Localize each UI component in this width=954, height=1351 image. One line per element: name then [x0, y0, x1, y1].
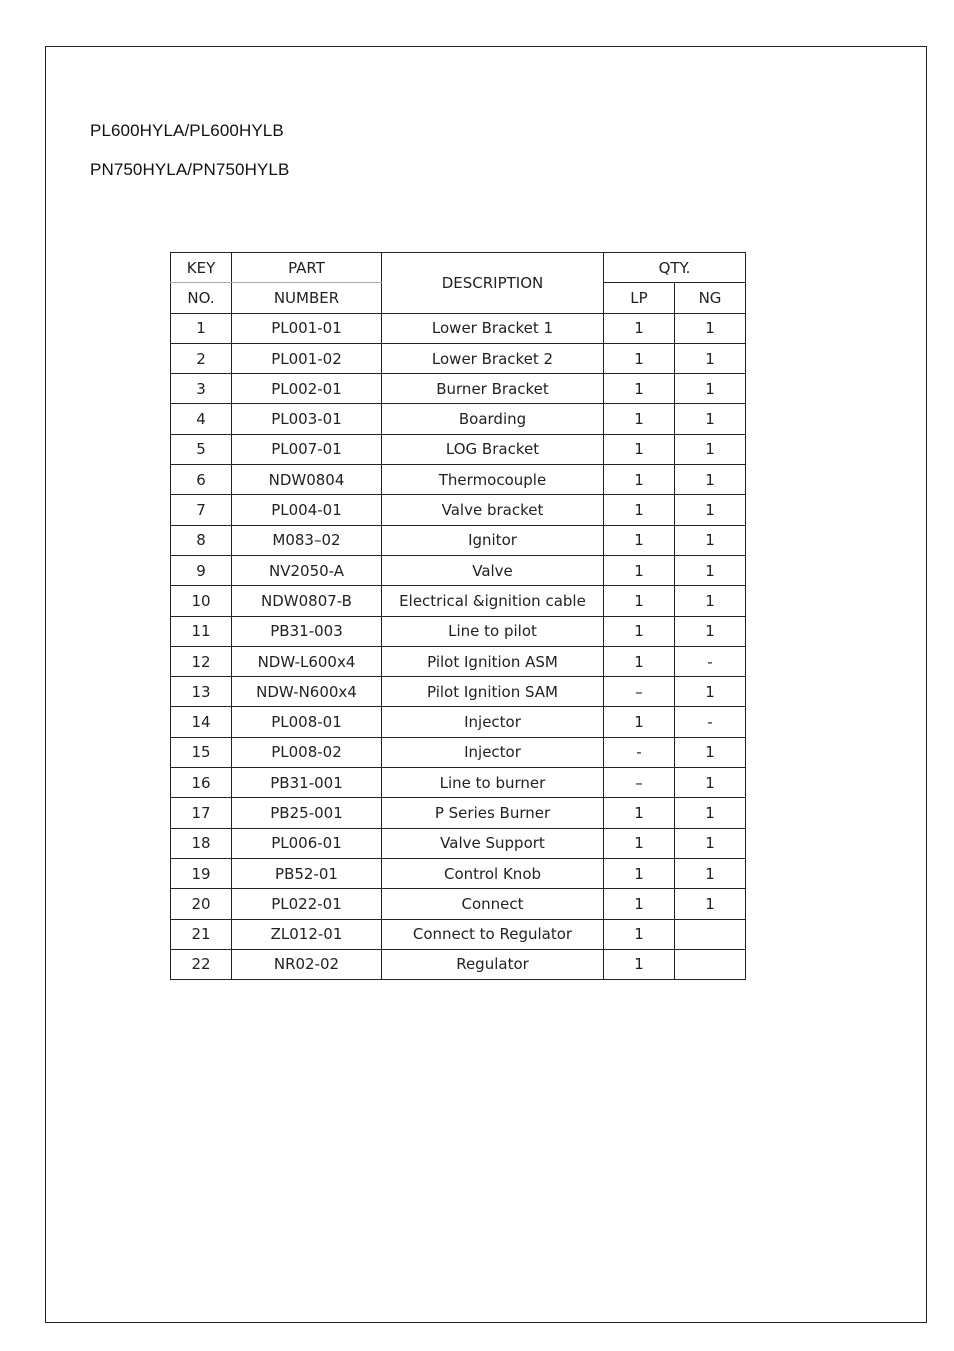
header-description: DESCRIPTION [382, 253, 604, 314]
cell-description: Electrical &ignition cable [382, 586, 604, 616]
header-lp: LP [604, 283, 675, 313]
cell-part-number: M083–02 [232, 525, 382, 555]
header-part-top: PART [232, 253, 382, 283]
cell-qty-lp: 1 [604, 434, 675, 464]
cell-part-number: PL001-02 [232, 343, 382, 373]
cell-qty-ng [675, 949, 746, 979]
table-row [171, 858, 746, 888]
table-row [171, 707, 746, 737]
cell-part-number: PB31-003 [232, 616, 382, 646]
cell-key-no: 14 [171, 707, 232, 737]
cell-part-number: PB52-01 [232, 858, 382, 888]
cell-part-number: PB31-001 [232, 768, 382, 798]
cell-qty-lp: 1 [604, 828, 675, 858]
table-row [171, 404, 746, 434]
cell-key-no: 1 [171, 313, 232, 343]
cell-description: Thermocouple [382, 465, 604, 495]
cell-qty-lp: 1 [604, 555, 675, 585]
cell-qty-lp: 1 [604, 949, 675, 979]
cell-qty-ng: 1 [675, 737, 746, 767]
cell-description: Boarding [382, 404, 604, 434]
table-row [171, 465, 746, 495]
cell-qty-ng: 1 [675, 374, 746, 404]
cell-key-no: 6 [171, 465, 232, 495]
cell-key-no: 8 [171, 525, 232, 555]
cell-description: Ignitor [382, 525, 604, 555]
cell-description: Line to pilot [382, 616, 604, 646]
cell-qty-ng: 1 [675, 828, 746, 858]
cell-part-number: ZL012-01 [232, 919, 382, 949]
cell-qty-ng: - [675, 646, 746, 676]
cell-qty-lp: 1 [604, 858, 675, 888]
cell-description: Pilot Ignition ASM [382, 646, 604, 676]
cell-description: P Series Burner [382, 798, 604, 828]
table-row [171, 828, 746, 858]
cell-qty-lp: 1 [604, 525, 675, 555]
cell-key-no: 12 [171, 646, 232, 676]
cell-description: Control Knob [382, 858, 604, 888]
table-row [171, 525, 746, 555]
table-row [171, 798, 746, 828]
cell-qty-lp: - [604, 737, 675, 767]
cell-qty-ng: 1 [675, 677, 746, 707]
cell-qty-ng: 1 [675, 404, 746, 434]
header-part-bottom: NUMBER [232, 283, 382, 313]
cell-key-no: 22 [171, 949, 232, 979]
table-row [171, 495, 746, 525]
cell-key-no: 17 [171, 798, 232, 828]
cell-qty-lp: 1 [604, 889, 675, 919]
cell-qty-lp: – [604, 768, 675, 798]
header-key-bottom: NO. [171, 283, 232, 313]
parts-table-body [171, 313, 746, 980]
cell-part-number: NV2050-A [232, 555, 382, 585]
cell-key-no: 9 [171, 555, 232, 585]
cell-qty-ng: 1 [675, 465, 746, 495]
cell-key-no: 20 [171, 889, 232, 919]
model-number-1: PL600HYLA/PL600HYLB [90, 121, 284, 140]
cell-qty-lp: 1 [604, 343, 675, 373]
cell-description: Valve Support [382, 828, 604, 858]
cell-qty-ng: 1 [675, 343, 746, 373]
cell-qty-lp: 1 [604, 919, 675, 949]
cell-key-no: 15 [171, 737, 232, 767]
cell-part-number: PL008-01 [232, 707, 382, 737]
table-row [171, 616, 746, 646]
cell-key-no: 5 [171, 434, 232, 464]
cell-key-no: 4 [171, 404, 232, 434]
cell-qty-lp: – [604, 677, 675, 707]
cell-description: Valve [382, 555, 604, 585]
cell-part-number: NDW0804 [232, 465, 382, 495]
cell-qty-lp: 1 [604, 313, 675, 343]
cell-part-number: NR02-02 [232, 949, 382, 979]
cell-description: Lower Bracket 1 [382, 313, 604, 343]
cell-part-number: PL003-01 [232, 404, 382, 434]
cell-key-no: 3 [171, 374, 232, 404]
table-row [171, 949, 746, 979]
cell-key-no: 7 [171, 495, 232, 525]
cell-qty-ng [675, 919, 746, 949]
cell-key-no: 21 [171, 919, 232, 949]
cell-part-number: NDW-L600x4 [232, 646, 382, 676]
table-row [171, 343, 746, 373]
cell-part-number: PL001-01 [232, 313, 382, 343]
cell-part-number: PL008-02 [232, 737, 382, 767]
cell-key-no: 10 [171, 586, 232, 616]
table-row [171, 313, 746, 343]
cell-part-number: NDW0807-B [232, 586, 382, 616]
cell-key-no: 18 [171, 828, 232, 858]
cell-qty-ng: 1 [675, 616, 746, 646]
cell-qty-ng: 1 [675, 586, 746, 616]
cell-key-no: 13 [171, 677, 232, 707]
cell-key-no: 2 [171, 343, 232, 373]
cell-qty-ng: 1 [675, 495, 746, 525]
cell-qty-lp: 1 [604, 374, 675, 404]
cell-qty-ng: 1 [675, 555, 746, 585]
cell-qty-ng: 1 [675, 313, 746, 343]
table-row [171, 555, 746, 585]
cell-qty-ng: 1 [675, 768, 746, 798]
table-row [171, 768, 746, 798]
cell-description: Connect to Regulator [382, 919, 604, 949]
cell-part-number: PL002-01 [232, 374, 382, 404]
cell-qty-lp: 1 [604, 616, 675, 646]
header-qty: QTY. [604, 253, 746, 283]
cell-description: Pilot Ignition SAM [382, 677, 604, 707]
cell-qty-ng: 1 [675, 858, 746, 888]
cell-qty-lp: 1 [604, 495, 675, 525]
cell-part-number: PL007-01 [232, 434, 382, 464]
cell-qty-ng: - [675, 707, 746, 737]
cell-description: Regulator [382, 949, 604, 979]
parts-table-header [171, 253, 746, 314]
cell-description: Valve bracket [382, 495, 604, 525]
table-row [171, 889, 746, 919]
table-row [171, 586, 746, 616]
cell-part-number: PL004-01 [232, 495, 382, 525]
cell-description: Injector [382, 707, 604, 737]
cell-description: LOG Bracket [382, 434, 604, 464]
cell-qty-lp: 1 [604, 646, 675, 676]
cell-qty-lp: 1 [604, 707, 675, 737]
cell-part-number: NDW-N600x4 [232, 677, 382, 707]
cell-qty-ng: 1 [675, 889, 746, 919]
table-row [171, 434, 746, 464]
model-number-2: PN750HYLA/PN750HYLB [90, 160, 290, 179]
header-ng: NG [675, 283, 746, 313]
cell-description: Injector [382, 737, 604, 767]
cell-part-number: PL022-01 [232, 889, 382, 919]
cell-description: Line to burner [382, 768, 604, 798]
cell-description: Connect [382, 889, 604, 919]
cell-description: Lower Bracket 2 [382, 343, 604, 373]
cell-qty-lp: 1 [604, 798, 675, 828]
table-row [171, 919, 746, 949]
header-key-top: KEY [171, 253, 232, 283]
cell-qty-ng: 1 [675, 525, 746, 555]
table-row [171, 677, 746, 707]
parts-table [170, 252, 746, 980]
cell-key-no: 19 [171, 858, 232, 888]
cell-qty-lp: 1 [604, 404, 675, 434]
table-row [171, 737, 746, 767]
table-row [171, 646, 746, 676]
table-row [171, 374, 746, 404]
cell-qty-lp: 1 [604, 465, 675, 495]
cell-qty-ng: 1 [675, 798, 746, 828]
cell-description: Burner Bracket [382, 374, 604, 404]
cell-qty-ng: 1 [675, 434, 746, 464]
cell-part-number: PB25-001 [232, 798, 382, 828]
cell-qty-lp: 1 [604, 586, 675, 616]
cell-key-no: 16 [171, 768, 232, 798]
cell-part-number: PL006-01 [232, 828, 382, 858]
cell-key-no: 11 [171, 616, 232, 646]
